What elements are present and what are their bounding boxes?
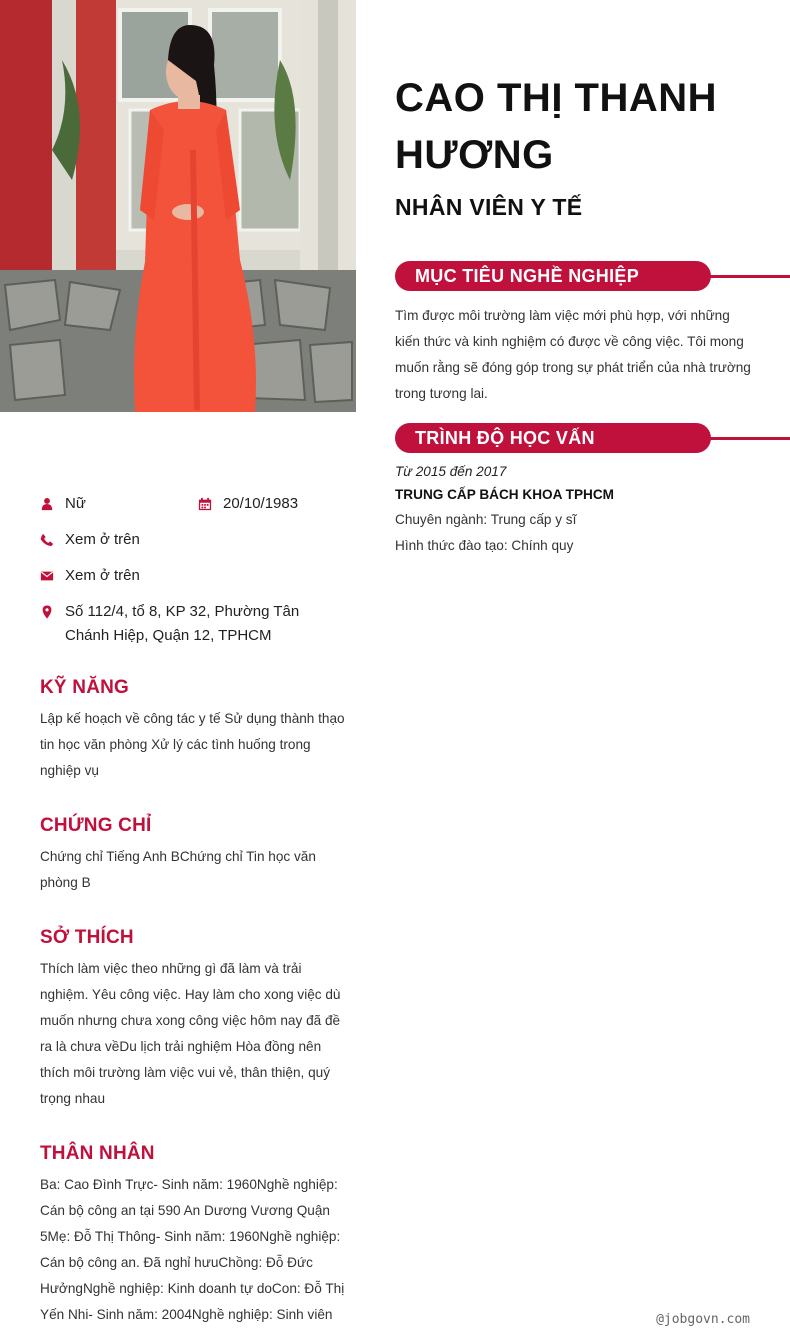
education-mode: Hình thức đào tạo: Chính quy	[395, 538, 574, 553]
mail-icon	[40, 564, 65, 588]
objective-banner	[395, 261, 790, 291]
watermark: @jobgovn.com	[656, 1312, 750, 1327]
skills-title: KỸ NĂNG	[40, 677, 130, 698]
objective-title: MỤC TIÊU NGHỀ NGHIỆP	[395, 261, 711, 291]
education-banner	[395, 423, 790, 453]
certificates-title: CHỨNG CHỈ	[40, 815, 152, 836]
skills-text: Lập kế hoạch về công tác y tế Sử dụng thành thạo tin học văn phòng Xử lý các tình huống trong nghiệp vụ	[40, 711, 345, 778]
phone-row	[40, 528, 352, 552]
gender-value: Nữ	[65, 495, 86, 512]
email-row	[40, 564, 352, 588]
certificates-text: Chứng chỉ Tiếng Anh BChứng chỉ Tin học văn phòng B	[40, 849, 316, 890]
education-period: Từ 2015 đến 2017	[395, 464, 507, 479]
location-pin-icon	[40, 600, 65, 624]
address-row	[40, 600, 352, 648]
education-title: TRÌNH ĐỘ HỌC VẤN	[395, 423, 711, 453]
right-column	[395, 70, 790, 559]
birthdate-value: 20/10/1983	[223, 495, 299, 512]
calendar-icon	[198, 492, 223, 516]
address-value: Số 112/4, tổ 8, KP 32, Phường Tân Chánh Hiệp, Quận 12, TPHCM	[65, 603, 300, 644]
objective-text: Tìm được môi trường làm việc mới phù hợp, với những kiến thức và kinh nghiệm có được về công việc. Tôi mong muốn rằng sẽ đóng góp trong sự phát triển của nhà trường trong tương lai.	[395, 308, 751, 401]
phone-value: Xem ở trên	[65, 531, 140, 548]
left-column	[40, 492, 352, 1328]
education-major: Chuyên ngành: Trung cấp y sĩ	[395, 512, 577, 527]
relatives-title: THÂN NHÂN	[40, 1143, 155, 1164]
hobbies-title: SỞ THÍCH	[40, 927, 134, 948]
education-school: TRUNG CẤP BÁCH KHOA TPHCM	[395, 487, 615, 502]
personal-info-top	[40, 492, 352, 528]
person-icon	[40, 492, 65, 516]
profile-photo	[0, 0, 356, 412]
hobbies-text: Thích làm việc theo những gì đã làm và trải nghiệm. Yêu công việc. Hay làm cho xong việc dù muốn nhưng chưa xong công việc hôm nay đã đề ra là chưa vềDu lịch trải nghiệm Hòa đồng nên thích môi trường làm việc vui vẻ, thân thiện, quý trọng nhau	[40, 961, 341, 1106]
phone-icon	[40, 528, 65, 552]
relatives-text: Ba: Cao Đình Trực- Sinh năm: 1960Nghề nghiệp: Cán bộ công an tại 590 An Dương Vương Quận 5Mẹ: Đỗ Thị Thông- Sinh năm: 1960Nghề nghiệp: Cán bộ công an. Đã nghỉ hưuChồng: Đỗ Đức HưởngNghề nghiệp: Kinh doanh tự doCon: Đỗ Thị Yến Nhi- Sinh năm: 2004Nghề nghiệp: Sinh viên	[40, 1177, 345, 1322]
job-title: NHÂN VIÊN Y TẾ	[395, 194, 583, 220]
birthdate-row	[198, 492, 298, 516]
candidate-name: CAO THỊ THANH HƯƠNG	[395, 76, 718, 177]
email-value: Xem ở trên	[65, 567, 140, 584]
gender-row	[40, 492, 198, 516]
